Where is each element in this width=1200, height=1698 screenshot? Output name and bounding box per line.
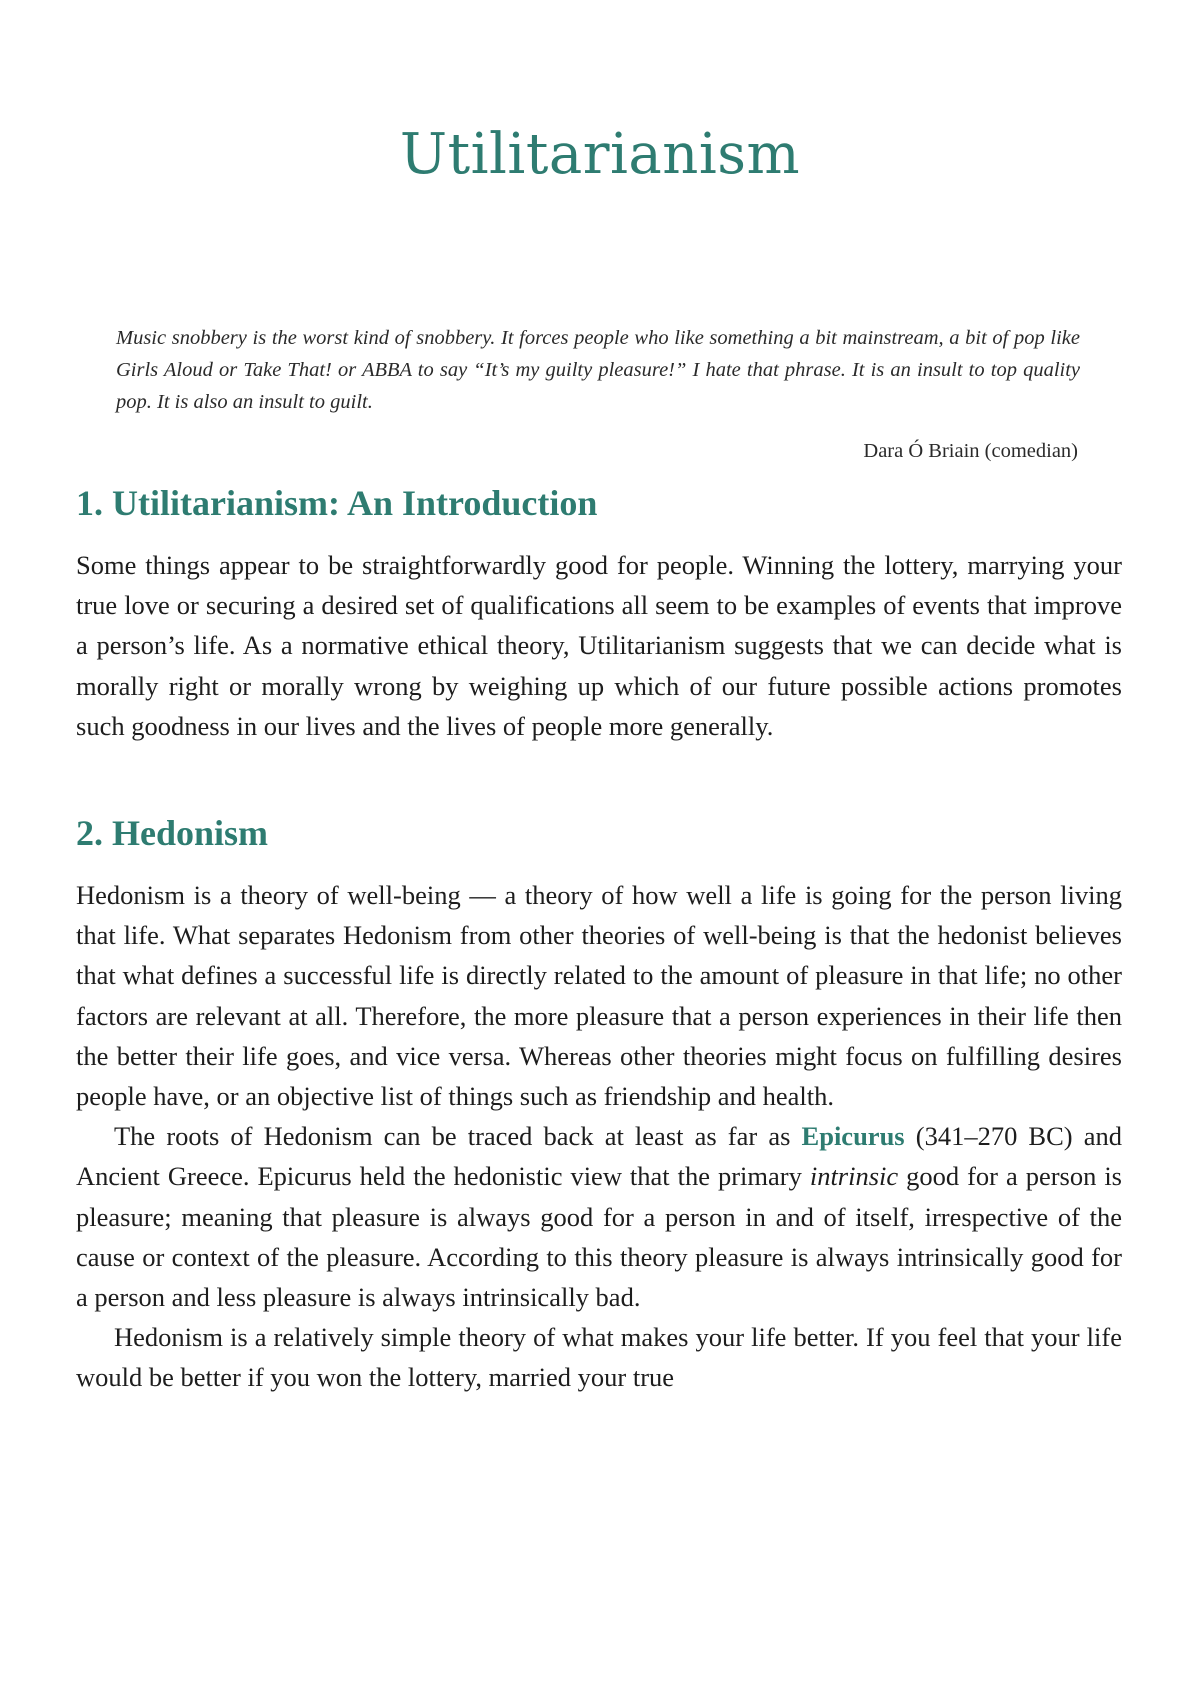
page-title: Utilitarianism — [399, 122, 801, 187]
section-heading-introduction: 1. Utilitarianism: An Introduction — [76, 483, 598, 523]
epigraph-attribution: Dara Ó Briain (comedian) — [863, 440, 1078, 462]
paragraph: Hedonism is a theory of well-being — a theory of how well a life is going for the person living that life. What separates Hedonism from other theories of well-being is that the hedonist believes that what defines a successful life is directly related to the amount of pleasure in that life; no other factors are relevant at all. Therefore, the more pleasure that a person experiences in their life then the better their life goes, and vice versa. Whereas other theories might focus on fulfilling desires people have, or an objective list of things such as friendship and health. — [76, 880, 1122, 1112]
text-run: (341–270 BC) and Ancient Greece. Epicurus held the hedonistic view that the primary — [76, 1121, 1122, 1192]
paragraph — [76, 1116, 1122, 1317]
paragraph: Some things appear to be straightforwardly good for people. Winning the lottery, marrying your true love or securing a desired set of qualifications all seem to be examples of events that improve a person’s life. As a normative ethical theory, Utilitarianism suggests that we can decide what is morally right or morally wrong by weighing up which of our future possible actions promotes such goodness in our lives and the lives of people more generally. — [76, 550, 1122, 741]
text-run: The roots of Hedonism can be traced back at least as far as — [114, 1121, 802, 1152]
text-run: good for a person is pleasure; meaning that pleasure is always good for a person in and of itself, irrespective of the cause or context of the pleasure. According to this theory pleasure is always intrinsically good for a person and less pleasure is always intrinsically bad. — [76, 1161, 1122, 1313]
section-body-introduction — [76, 545, 1122, 746]
paragraph: Hedonism is a relatively simple theory of what makes your life better. If you feel that your life would be better if you won the lottery, married your true — [76, 1322, 1122, 1393]
epigraph-quote: Music snobbery is the worst kind of snobbery. It forces people who like something a bit mainstream, a bit of pop like Girls Aloud or Take That! or ABBA to say “It’s my guilty pleasure!” I hate that phrase. It is an insult to top quality pop. It is also an insult to guilt. — [116, 327, 1080, 413]
section-body-hedonism — [76, 875, 1122, 1398]
emphasis-text: intrinsic — [809, 1161, 899, 1192]
epicurus-link[interactable]: Epicurus — [801, 1121, 905, 1152]
section-heading-hedonism: 2. Hedonism — [76, 813, 269, 853]
